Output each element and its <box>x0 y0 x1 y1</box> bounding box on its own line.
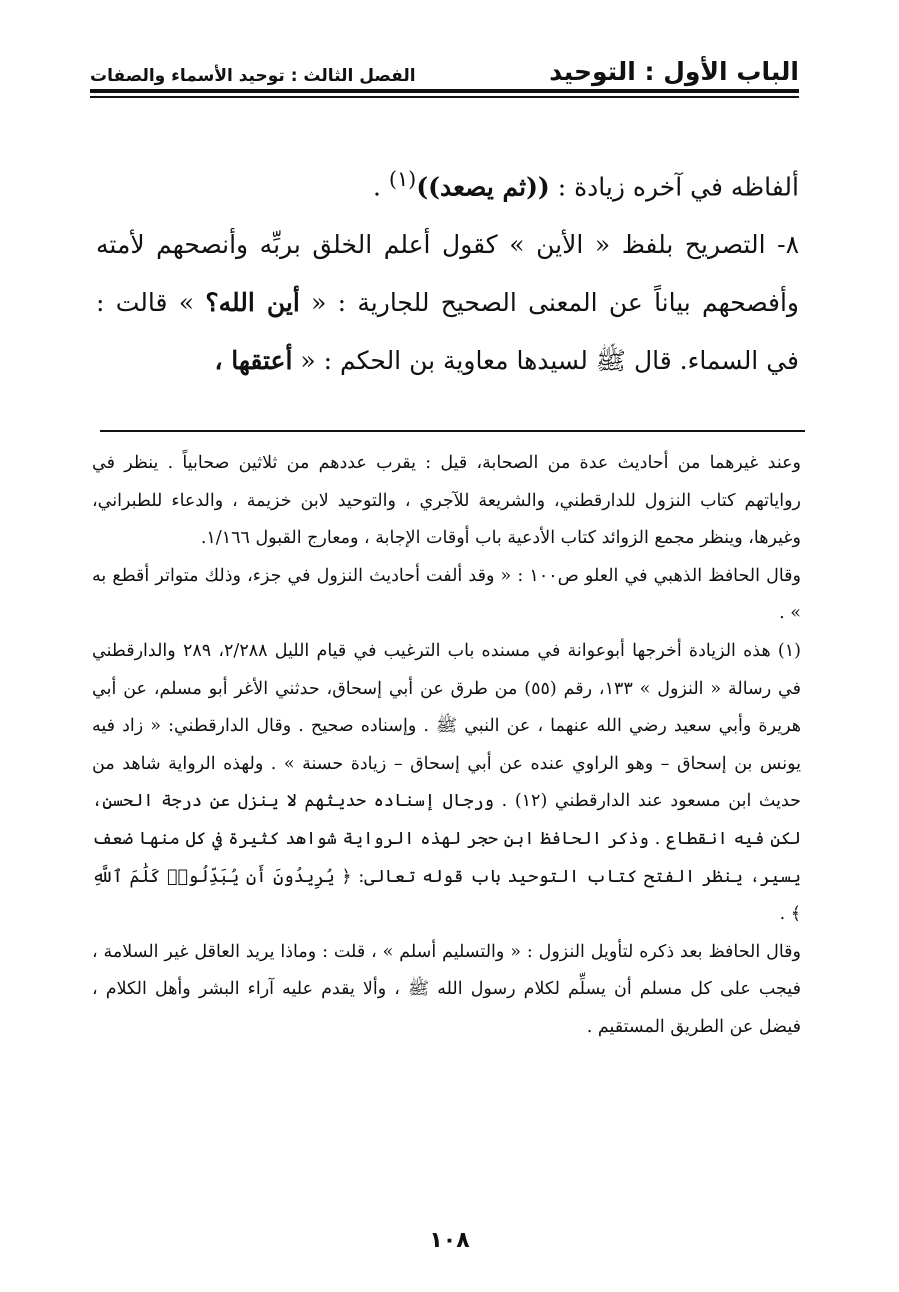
p1-quote: ((ثم يصعد)) <box>416 172 550 202</box>
header-rule-thick <box>90 89 799 93</box>
p2-text-a: ٨- التصريح بلفظ « الأين » كقول أعلم الخلق بربِّه وأنصحهم لأمته وأفصحهم بياناً عن المعنى الصحيح للجارية : « <box>96 230 799 318</box>
chapter-title: الباب الأول : التوحيد <box>549 57 799 86</box>
p1-end: . <box>372 172 389 202</box>
page-number: ١٠٨ <box>429 1228 470 1253</box>
footnote-1-cont: وقال الحافظ بعد ذكره لتأويل النزول : « والتسليم أسلم » ، قلت : وماذا يريد العاقل غير السلامة ، فيجب على كل مسلم أن يسلِّم لكلام رسول الله ﷺ ، وألا يقدم عليه آراء البشر وأهل الكلام ، فيضل عن الطريق المستقيم . <box>92 941 801 1037</box>
paragraph-1 <box>96 150 799 216</box>
footnote-1: (١) هذه الزيادة أخرجها أبوعوانة في مسنده باب الترغيب في قيام الليل ٢/٢٨٨، ٢٨٩ والدارقطني في رسالة « النزول » ١٣٣، رقم (٥٥) من طرق عن أبي إسحاق، حدثني الأغر أبو مسلم، عن أبي هريرة وأبي سعيد رضي الله عنهما ، عن النبي ﷺ . وإسناده صحيح . وقال الدارقطني: « زاد فيه يونس بن إسحاق – وهو الراوي عنده عن أبي إسحاق – زيادة حسنة » . ولهذه الرواية شاهد من حديث ابن مسعود عند الدارقطني (١٢) . ورجال إسناده حديثهم لا ينزل عن درجة الحسن، لكن فيه انقطاع . وذكر الحافظ ابن حجر لهذه الرواية شواهد كثيرة في كل منها ضعف يسير، ينظر الفتح كتاب التوحيد باب قوله تعالى: ﴿ يُرِيدُونَ أَن يُبَدِّلُوا۟ كَلَٰمَ ٱللَّهِ ﴾ . <box>92 640 801 925</box>
p2-bold-command: أعتقها ، <box>214 346 293 376</box>
note-continuation-2: وقال الحافظ الذهبي في العلو ص١٠٠ : « وقد ألفت أحاديث النزول في جزء، وذلك متواتر أقطع به » . <box>92 565 801 624</box>
p2-text-c: » قالت : في السماء. قال ﷺ لسيدها معاوية بن الحكم : « <box>96 288 799 376</box>
running-header <box>90 46 799 86</box>
p2-bold-question: أين الله؟ <box>205 288 300 318</box>
note-continuation-1: وعند غيرهما من أحاديث عدة من الصحابة، قيل : يقرب عددهم من ثلاثين صحابياً . ينظر في رواياتهم كتاب النزول للدارقطني، والشريعة للآجري ، والتوحيد لابن خزيمة ، والدعاء للطبراني، وغيرها، وينظر مجمع الزوائد كتاب الأدعية باب أوقات الإجابة ، ومعارج القبول ١/١٦٦. <box>92 453 801 549</box>
main-text <box>96 150 799 390</box>
footnotes <box>92 445 801 1047</box>
header-rule-thin <box>90 96 799 98</box>
footnote-separator <box>100 430 805 432</box>
paragraph-2 <box>96 216 799 390</box>
footnote-marker: (١) <box>388 167 417 191</box>
p1-text: ألفاظه في آخره زيادة : <box>549 172 799 202</box>
section-title: الفصل الثالث : توحيد الأسماء والصفات <box>90 66 416 86</box>
